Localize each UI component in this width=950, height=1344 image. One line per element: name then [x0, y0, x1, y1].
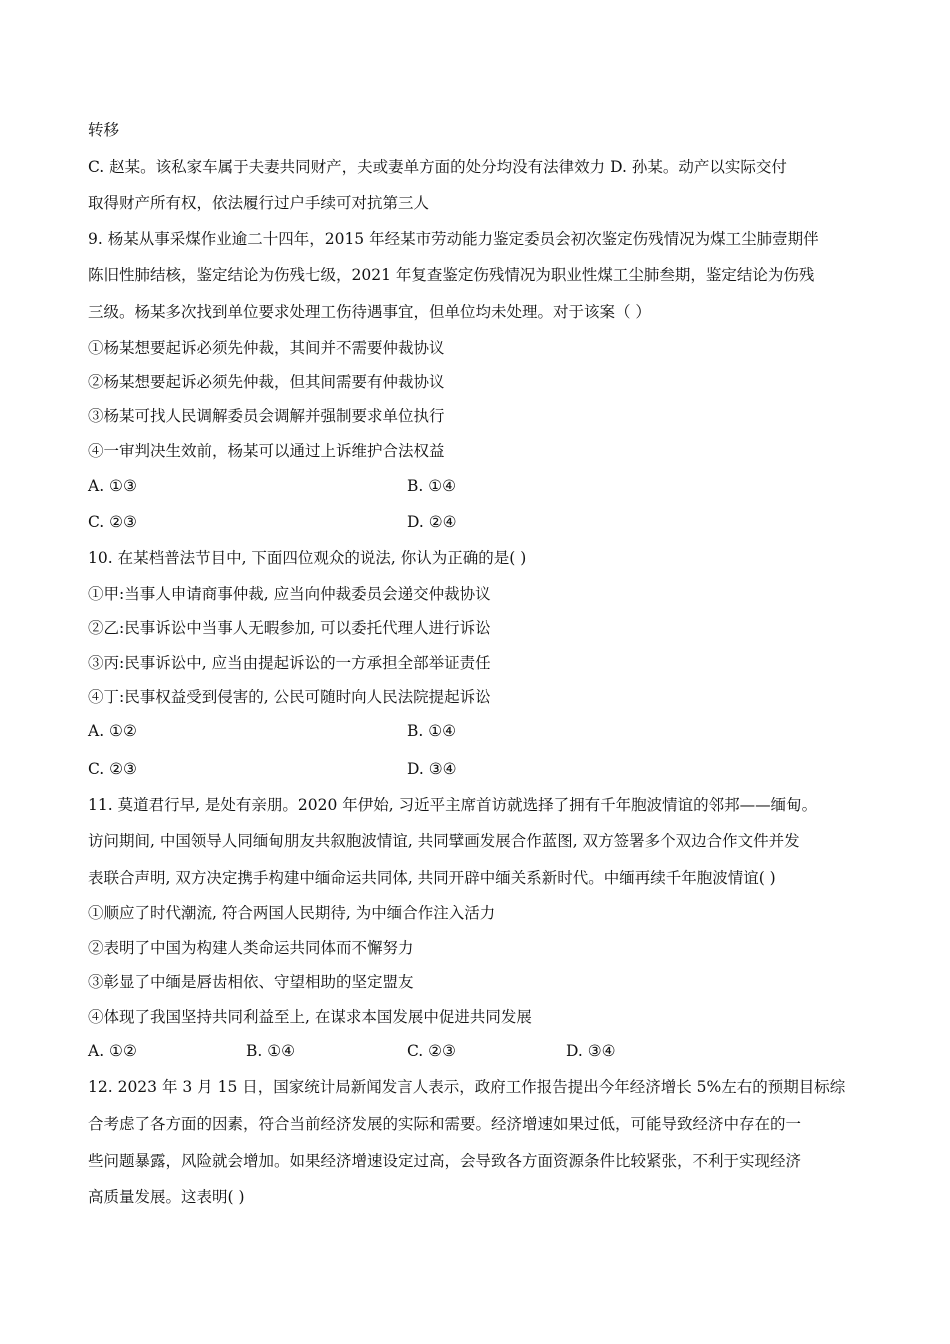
q11-stem-line-3: 表联合声明, 双方决定携手构建中缅命运共同体, 共同开辟中缅关系新时代。中缅再续千年胞波情谊( )	[88, 869, 776, 887]
q11-option-c[interactable]: C. ②③	[407, 1042, 456, 1060]
q9-item-1: ①杨某想要起诉必须先仲裁，其间并不需要仲裁协议	[88, 339, 445, 357]
q9-option-b[interactable]: B. ①④	[407, 477, 457, 495]
q11-option-d[interactable]: D. ③④	[566, 1042, 616, 1060]
q10-stem: 10. 在某档普法节目中, 下面四位观众的说法, 你认为正确的是( )	[88, 549, 527, 567]
q10-item-4: ④丁:民事权益受到侵害的, 公民可随时向人民法院提起诉讼	[88, 688, 491, 706]
q11-item-1: ①顺应了时代潮流, 符合两国人民期待, 为中缅合作注入活力	[88, 904, 496, 922]
q11-stem-line-1: 11. 莫道君行早, 是处有亲朋。2020 年伊始, 习近平主席首访就选择了拥有千年胞波情谊的邻邦——缅甸。	[88, 796, 818, 814]
q10-option-b[interactable]: B. ①④	[407, 722, 457, 740]
q9-stem-line-1: 9. 杨某从事采煤作业逾二十四年，2015 年经某市劳动能力鉴定委员会初次鉴定伤残情况为煤工尘肺壹期伴	[88, 230, 819, 248]
q12-stem-line-1: 12. 2023 年 3 月 15 日，国家统计局新闻发言人表示，政府工作报告提出今年经济增长 5%左右的预期目标综	[88, 1078, 846, 1096]
q10-option-c[interactable]: C. ②③	[88, 760, 137, 778]
q10-option-d[interactable]: D. ③④	[407, 760, 457, 778]
q11-stem-line-2: 访问期间, 中国领导人同缅甸朋友共叙胞波情谊, 共同擘画发展合作蓝图, 双方签署多个双边合作文件并发	[88, 832, 800, 850]
q9-option-a[interactable]: A. ①③	[88, 477, 137, 495]
q9-option-d[interactable]: D. ②④	[407, 513, 457, 531]
q9-stem-line-2: 陈旧性肺结核，鉴定结论为伤残七级，2021 年复查鉴定伤残情况为职业性煤工尘肺叁期，鉴定结论为伤残	[88, 266, 815, 284]
prev-continuation-line-1: 转移	[88, 121, 120, 139]
q11-item-4: ④体现了我国坚持共同利益至上, 在谋求本国发展中促进共同发展	[88, 1008, 532, 1026]
q11-item-3: ③彰显了中缅是唇齿相依、守望相助的坚定盟友	[88, 973, 414, 991]
q9-item-3: ③杨某可找人民调解委员会调解并强制要求单位执行	[88, 407, 445, 425]
q10-item-3: ③丙:民事诉讼中, 应当由提起诉讼的一方承担全部举证责任	[88, 654, 491, 672]
q10-option-a[interactable]: A. ①②	[88, 722, 137, 740]
q11-option-b[interactable]: B. ①④	[246, 1042, 296, 1060]
q10-item-2: ②乙:民事诉讼中当事人无暇参加, 可以委托代理人进行诉讼	[88, 619, 491, 637]
q9-option-c[interactable]: C. ②③	[88, 513, 137, 531]
q11-item-2: ②表明了中国为构建人类命运共同体而不懈努力	[88, 939, 414, 957]
q9-item-2: ②杨某想要起诉必须先仲裁，但其间需要有仲裁协议	[88, 373, 445, 391]
q12-stem-line-3: 些问题暴露，风险就会增加。如果经济增速设定过高，会导致各方面资源条件比较紧张，不利于实现经济	[88, 1152, 802, 1170]
prev-continuation-line-3: 取得财产所有权，依法履行过户手续可对抗第三人	[88, 194, 430, 212]
q9-stem-line-3: 三级。杨某多次找到单位要求处理工伤待遇事宜，但单位均未处理。对于该案（ ）	[88, 303, 651, 321]
q11-option-a[interactable]: A. ①②	[88, 1042, 137, 1060]
q12-stem-line-4: 高质量发展。这表明( )	[88, 1188, 245, 1206]
prev-continuation-line-2: C. 赵某。该私家车属于夫妻共同财产，夫或妻单方面的处分均没有法律效力 D. 孙某。动产以实际交付	[88, 158, 787, 176]
q12-stem-line-2: 合考虑了各方面的因素，符合当前经济发展的实际和需要。经济增速如果过低，可能导致经济中存在的一	[88, 1115, 802, 1133]
q10-item-1: ①甲:当事人申请商事仲裁, 应当向仲裁委员会递交仲裁协议	[88, 585, 491, 603]
q9-item-4: ④一审判决生效前，杨某可以通过上诉维护合法权益	[88, 442, 445, 460]
